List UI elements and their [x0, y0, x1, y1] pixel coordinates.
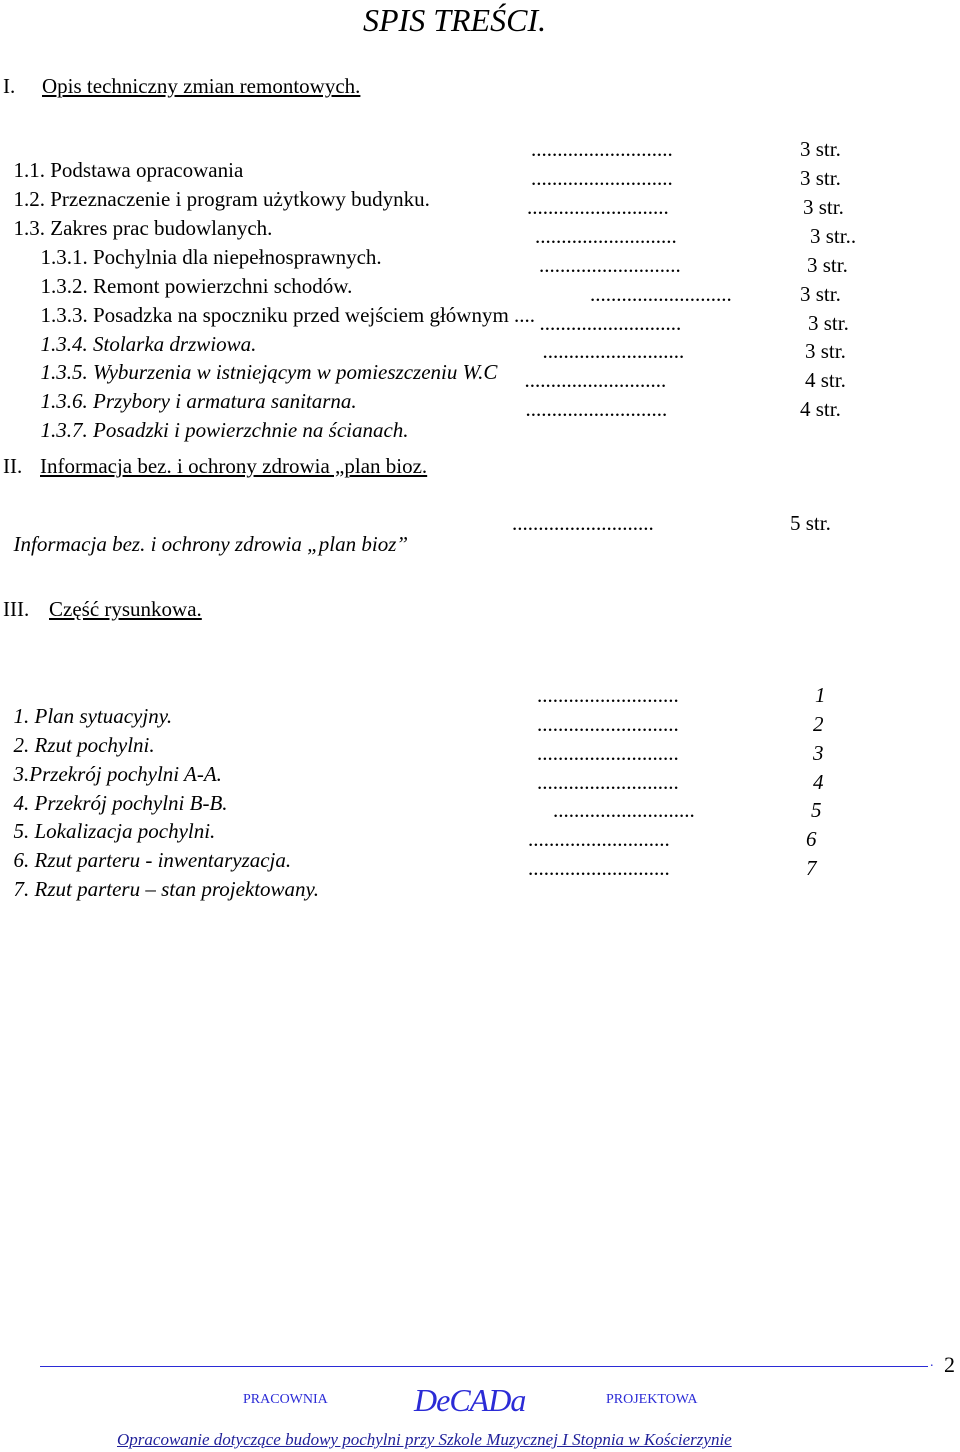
- toc-page: 6: [806, 827, 817, 851]
- toc-label: 1.3.6. Przybory i armatura sanitarna.: [40, 389, 357, 413]
- page-title: SPIS TREŚCI.: [363, 2, 547, 38]
- toc-page: 3: [813, 741, 824, 765]
- toc-dots: ...........................: [537, 712, 679, 736]
- toc-dots: ...........................: [528, 856, 670, 880]
- footer-note: Opracowanie dotyczące budowy pochylni przy Szkole Muzycznej I Stopnia w Kościerzynie: [117, 1430, 732, 1449]
- toc-label: 1.3. Zakres prac budowlanych.: [13, 216, 273, 240]
- section-2-number: II.: [3, 454, 23, 478]
- toc-label: Informacja bez. i ochrony zdrowia „plan bioz”: [13, 532, 409, 556]
- section-1-number: I.: [3, 74, 16, 98]
- toc-page: 4: [813, 770, 824, 794]
- toc-label: 1.2. Przeznaczenie i program użytkowy budynku.: [13, 187, 430, 211]
- toc-page: 4 str.: [805, 368, 846, 392]
- toc-dots: ...........................: [539, 253, 681, 277]
- toc-label: 6. Rzut parteru - inwentaryzacja.: [13, 848, 292, 872]
- toc-row: [30, 399, 409, 441]
- toc-dots: ...........................: [535, 224, 677, 248]
- toc-page: 3 str..: [810, 224, 857, 248]
- toc-page: 5: [811, 798, 822, 822]
- footer-right-word: PROJEKTOWA: [606, 1392, 698, 1407]
- toc-page: 3 str.: [800, 166, 841, 190]
- toc-dots: ...........................: [525, 368, 667, 392]
- toc-dots: ...........................: [527, 195, 669, 219]
- toc-label: 1.3.4. Stolarka drzwiowa.: [40, 332, 257, 356]
- section-2-heading: Informacja bez. i ochrony zdrowia „plan bioz.: [40, 454, 428, 478]
- toc-label: 1.3.1. Pochylnia dla niepełnosprawnych.: [40, 245, 382, 269]
- toc-page: 3 str.: [800, 137, 841, 161]
- toc-dots: ...........................: [537, 770, 679, 794]
- footer-rule: [40, 1366, 928, 1367]
- toc-dots: ...........................: [540, 311, 682, 335]
- section-1-heading: Opis techniczny zmian remontowych.: [42, 74, 361, 98]
- toc-label: 1.3.2. Remont powierzchni schodów.: [40, 274, 353, 298]
- decada-logo: DeCADa: [414, 1382, 526, 1418]
- toc-label: 4. Przekrój pochylni B-B.: [13, 791, 228, 815]
- page-number: 2: [944, 1352, 955, 1377]
- toc-page: 7: [806, 856, 817, 880]
- footer-rule-end: .: [930, 1355, 934, 1370]
- toc-label: 1.3.5. Wyburzenia w istniejącym w pomieszczeniu W.C: [40, 360, 498, 384]
- footer-left-word: PRACOWNIA: [243, 1392, 328, 1407]
- toc-page: 5 str.: [790, 511, 831, 535]
- toc-page: 4 str.: [800, 397, 841, 421]
- toc-dots: ...........................: [537, 683, 679, 707]
- section-3-number: III.: [3, 597, 30, 621]
- toc-dots: ...........................: [528, 827, 670, 851]
- toc-label: 1. Plan sytuacyjny.: [13, 704, 173, 728]
- toc-page: 3 str.: [803, 195, 844, 219]
- toc-label: 2. Rzut pochylni.: [13, 733, 155, 757]
- toc-page: 3 str.: [807, 253, 848, 277]
- toc-label: 1.3.7. Posadzki i powierzchnie na ścianach.: [40, 418, 409, 442]
- toc-dots: ...........................: [526, 397, 668, 421]
- toc-label: 7. Rzut parteru – stan projektowany.: [13, 877, 319, 901]
- toc-page: 3 str.: [800, 282, 841, 306]
- toc-page: 3 str.: [805, 339, 846, 363]
- toc-dots: ...........................: [553, 798, 695, 822]
- toc-dots: ...........................: [543, 339, 685, 363]
- toc-label: 3.Przekrój pochylni A-A.: [13, 762, 222, 786]
- toc-dots: ...........................: [590, 282, 732, 306]
- toc-page: 1: [815, 683, 826, 707]
- toc-label: 5. Lokalizacja pochylni.: [13, 819, 216, 843]
- toc-dots: ...........................: [531, 137, 673, 161]
- toc-page: 3 str.: [808, 311, 849, 335]
- toc-dots: ...........................: [531, 166, 673, 190]
- toc-dots: ...........................: [512, 511, 654, 535]
- toc-row: [3, 858, 319, 900]
- toc-label: 1.1. Podstawa opracowania: [13, 158, 244, 182]
- toc-label: 1.3.3. Posadzka na spoczniku przed wejściem głównym ....: [40, 303, 536, 327]
- toc-dots: ...........................: [537, 741, 679, 765]
- section-3-heading: Część rysunkowa.: [49, 597, 202, 621]
- toc-row: [3, 513, 408, 555]
- toc-page: 2: [813, 712, 824, 736]
